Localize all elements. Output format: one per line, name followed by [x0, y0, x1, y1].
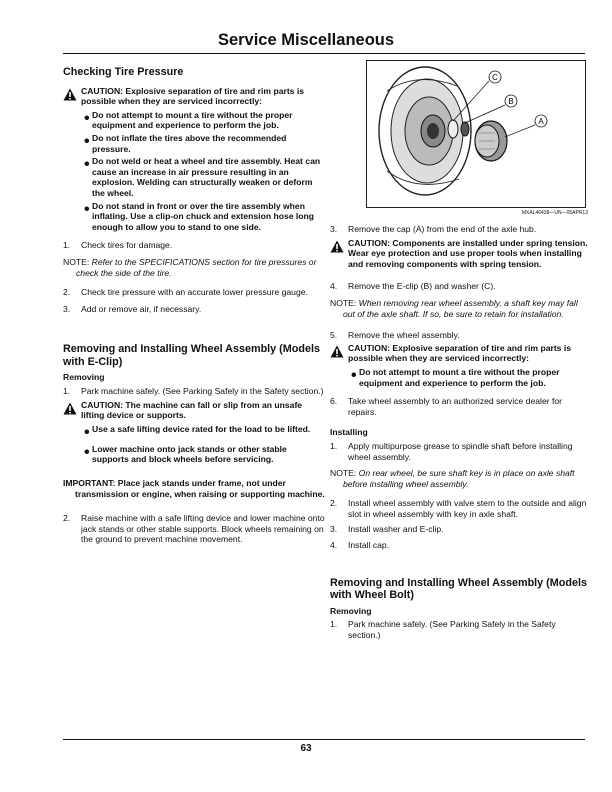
- note-text: On rear wheel, be sure shaft key is in place on axle shaft before installing wheel assembly.: [343, 468, 575, 489]
- callout-c: C: [492, 73, 498, 82]
- step-text: Park machine safely. (See Parking Safely in the Safety section.): [348, 619, 556, 641]
- step-text: Remove the cap (A) from the end of the axle hub.: [348, 224, 537, 234]
- bullet-text: Do not stand in front or over the tire assembly when inflating. Use a clip-on chuck and extension hose long enough to allow you to stand to one side.: [92, 200, 315, 232]
- note-text: Refer to the SPECIFICATIONS section for tire pressures or check the side of the tire.: [76, 256, 317, 278]
- step-text: Install washer and E-clip.: [348, 524, 444, 535]
- eclip-bullets: [81, 424, 325, 465]
- step-number: 1.: [330, 440, 338, 451]
- step-number: 3.: [330, 524, 338, 535]
- right-note-1: [330, 298, 588, 319]
- important-text: Place jack stands under frame, not under transmission or engine, when raising or supporting machine.: [75, 478, 325, 499]
- note-label: NOTE:: [330, 297, 357, 308]
- page-number: 63: [300, 743, 312, 754]
- step-number: 3.: [330, 224, 338, 234]
- wheel-assembly-figure: [366, 60, 586, 208]
- step-number: 4.: [330, 281, 338, 292]
- checking-step-2: [63, 287, 325, 298]
- right-step-3: [330, 224, 588, 235]
- right-caution-2: [330, 343, 588, 390]
- checking-bullets: [81, 110, 325, 233]
- checking-caution-text: CAUTION: Explosive separation of tire and rim parts is possible when they are serviced incorrectly:: [81, 85, 305, 107]
- warning-triangle-icon: [330, 343, 348, 390]
- bullet-text: Use a safe lifting device rated for the load to be lifted.: [92, 423, 311, 434]
- warning-triangle-icon: [63, 400, 81, 467]
- eclip-heading: Removing and Installing Wheel Assembly (Models with E-Clip): [63, 343, 320, 368]
- list-item: • Use a safe lifting device rated for the load to be lifted.: [84, 423, 311, 441]
- note-label: NOTE:: [63, 256, 90, 267]
- bullet-text: Do not attempt to mount a tire without the proper equipment and experience to perform the job.: [359, 366, 560, 388]
- step-number: 2.: [63, 287, 71, 298]
- step-number: 1.: [63, 240, 71, 251]
- step-number: 6.: [330, 396, 338, 407]
- list-item: • Lower machine onto jack stands or other stable supports and block wheels before servicing.: [81, 444, 325, 465]
- install-step-1: [330, 441, 588, 462]
- right-note-2: [330, 468, 588, 489]
- right-step-4: [330, 281, 588, 292]
- step-number: 1.: [63, 386, 71, 397]
- warning-triangle-icon: [63, 86, 81, 235]
- caution-text: CAUTION: Explosive separation of tire and rim parts is possible when they are serviced incorrectly:: [348, 342, 572, 364]
- step-text: Check tires for damage.: [81, 240, 173, 251]
- step-number: 5.: [330, 330, 338, 341]
- checking-caution: [63, 86, 325, 235]
- list-item: • Do not inflate the tires above the recommended pressure.: [81, 133, 325, 154]
- step-text: Add or remove air, if necessary.: [81, 303, 202, 314]
- step-text: Remove the E-clip (B) and washer (C).: [348, 281, 496, 292]
- eclip-step-1: [63, 386, 325, 397]
- list-item: • Do not attempt to mount a tire without the proper equipment and experience to perform the job.: [348, 367, 588, 388]
- install-step-3: [330, 524, 588, 535]
- warning-triangle-icon: [330, 238, 348, 270]
- installing-label: Installing: [330, 427, 368, 438]
- important-label: IMPORTANT:: [63, 478, 116, 489]
- note-text: When removing rear wheel assembly, a shaft key may fall out of the axle shaft. If so, be sure to retain for installation.: [343, 297, 578, 319]
- right-caution-1: [330, 238, 588, 270]
- caution-text: CAUTION: Components are installed under spring tension. Wear eye protection and use proper tools when installing and removing components with spring tension.: [348, 237, 588, 269]
- step-text: Take wheel assembly to an authorized service dealer for repairs.: [348, 396, 562, 417]
- eclip-removing-label: Removing: [63, 372, 105, 383]
- note-label: NOTE:: [330, 468, 357, 479]
- list-item: • Do not stand in front or over the tire assembly when inflating. Use a clip-on chuck and extension hose long enough to allow you to stand to one side.: [81, 201, 325, 233]
- page-title: Service Miscellaneous: [217, 31, 395, 49]
- step-text: Remove the wheel assembly.: [348, 330, 460, 341]
- left-column: [63, 66, 325, 545]
- title-rule: [63, 53, 585, 54]
- checking-heading: Checking Tire Pressure: [63, 66, 184, 78]
- bolt-heading: Removing and Installing Wheel Assembly (Models with Wheel Bolt): [330, 576, 587, 602]
- step-number: 3.: [63, 303, 71, 314]
- callout-a: A: [538, 117, 544, 126]
- bullet-text: Do not attempt to mount a tire without the proper equipment and experience to perform the job.: [92, 109, 293, 131]
- step-text: Install cap.: [348, 540, 390, 551]
- step-text: Apply multipurpose grease to spindle shaft before installing wheel assembly.: [348, 440, 573, 462]
- step-number: 1.: [330, 619, 338, 630]
- list-item: • Do not weld or heat a wheel and tire assembly. Heat can cause an increase in air pressure resulting in an explosion. Welding can structurally weaken or deform the wheel.: [81, 156, 325, 198]
- bolt-removing-label: Removing: [330, 605, 372, 616]
- eclip-caution: [63, 400, 325, 467]
- step-text: Install wheel assembly with valve stem to the outside and align slot in wheel assembly with key in axle shaft.: [348, 498, 587, 519]
- install-step-4: [330, 540, 588, 551]
- checking-step-1: [63, 240, 325, 251]
- right-column: [330, 60, 588, 641]
- list-item: • Do not attempt to mount a tire without the proper equipment and experience to perform the job.: [81, 110, 325, 131]
- figure-caption: MXAL46438—UN—05APR13: [521, 210, 588, 216]
- eclip-important: [63, 478, 325, 499]
- step-number: 2.: [63, 513, 71, 524]
- checking-note: [63, 257, 325, 278]
- eclip-caution-text: CAUTION: The machine can fall or slip from an unsafe lifting device or supports.: [81, 399, 303, 421]
- install-step-2: [330, 498, 588, 519]
- footer-rule: [63, 739, 585, 740]
- step-number: 4.: [330, 540, 338, 551]
- bullet-text: Do not inflate the tires above the recommended pressure.: [92, 132, 287, 154]
- step-text: Park machine safely. (See Parking Safely in the Safety section.): [81, 386, 324, 397]
- bullet-text: Do not weld or heat a wheel and tire assembly. Heat can cause an increase in air pressure resulting in an explosion. Welding can structurally weaken or deform the wheel.: [92, 156, 321, 198]
- wheel-assembly-illustration: [367, 61, 585, 207]
- bullet-text: Lower machine onto jack stands or other stable supports and block wheels before servicing.: [92, 443, 287, 465]
- step-text: Check tire pressure with an accurate lower pressure gauge.: [81, 287, 308, 298]
- checking-step-3: [63, 304, 325, 315]
- bolt-step-1: [330, 619, 588, 640]
- eclip-step-2: [63, 513, 325, 545]
- callout-b: B: [508, 97, 514, 106]
- right-step-5: [330, 330, 588, 341]
- step-number: 2.: [330, 498, 338, 509]
- right-caution-2-bullets: [348, 367, 588, 388]
- step-text: Raise machine with a safe lifting device and lower machine onto jack stands or other stable supports. Block wheels remaining on the ground to prevent machine movement.: [81, 513, 325, 545]
- right-step-6: [330, 396, 588, 417]
